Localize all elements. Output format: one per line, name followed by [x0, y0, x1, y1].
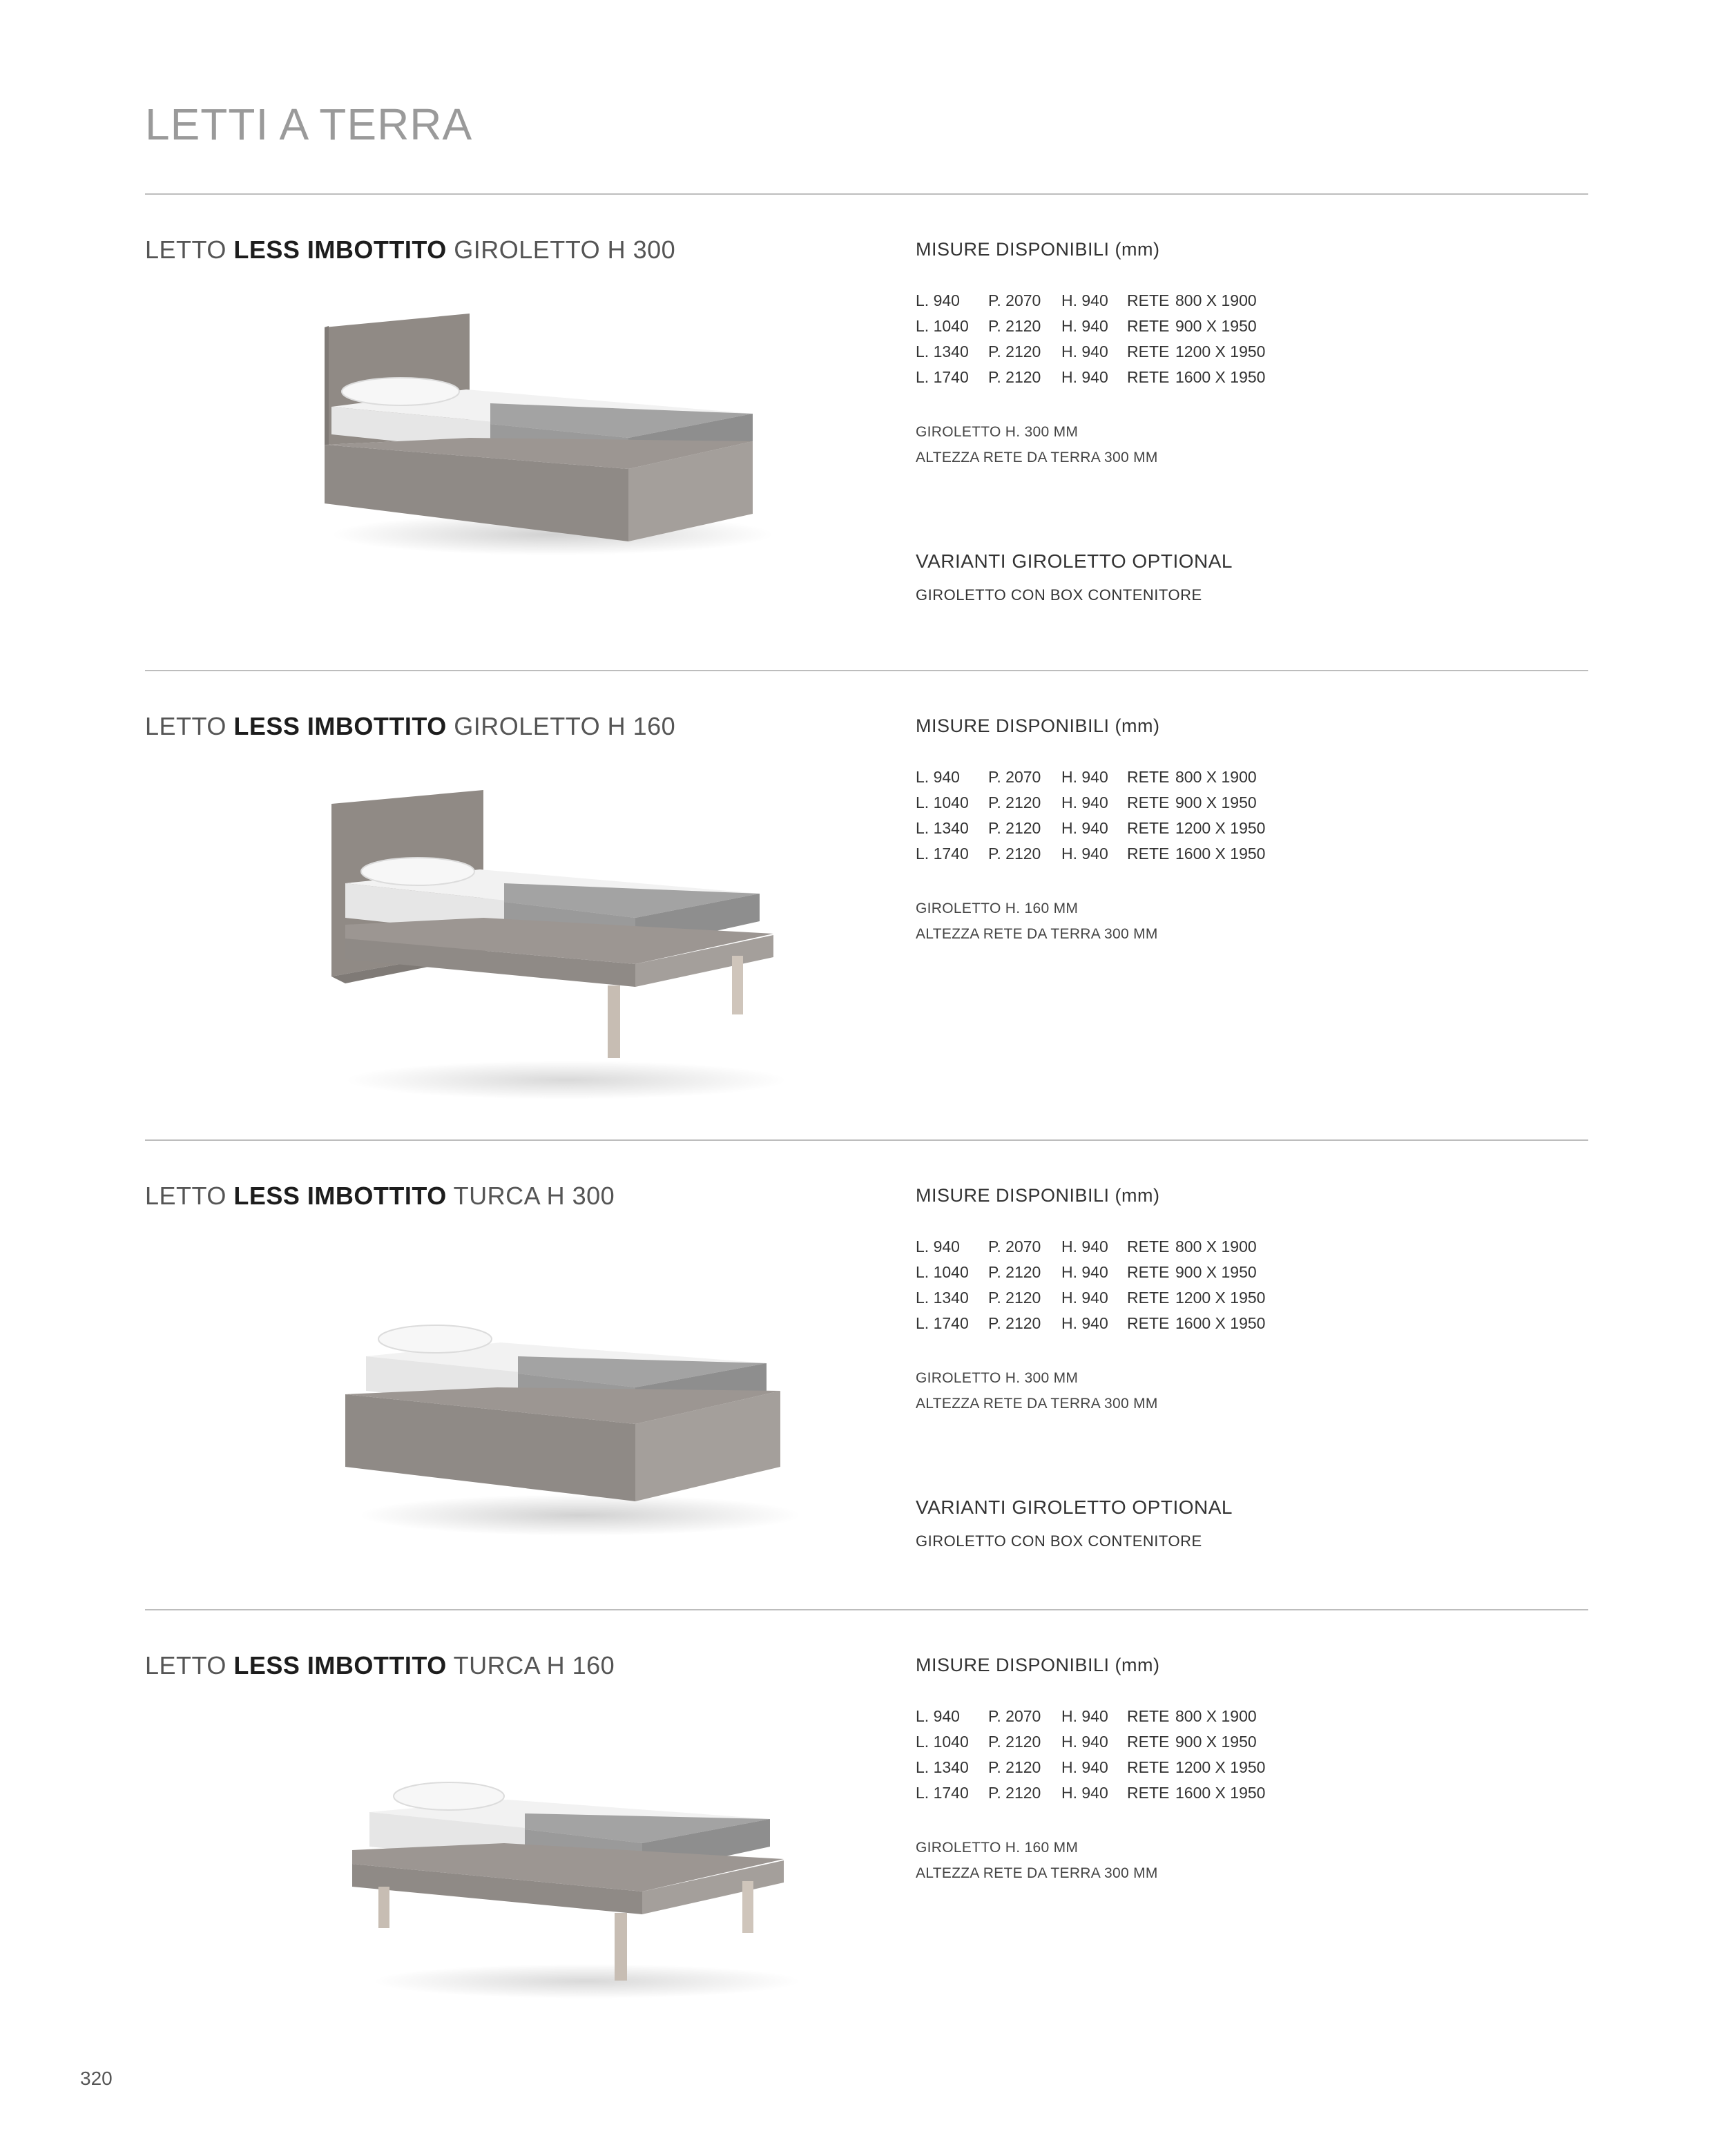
rete-size-cell: 1200 X 1950: [1175, 1289, 1266, 1307]
base-height-note: ALTEZZA RETE DA TERRA 300 MM: [916, 1865, 1158, 1881]
height-cell: H. 940: [1061, 1314, 1108, 1332]
rete-size-cell: 800 X 1900: [1175, 1238, 1257, 1255]
page-number: 320: [80, 2068, 113, 2089]
height-cell: H. 940: [1061, 793, 1108, 811]
measures-heading: MISURE DISPONIBILI (mm): [916, 239, 1160, 260]
rete-size-cell: 1600 X 1950: [1175, 1314, 1266, 1332]
variants-heading: VARIANTI GIROLETTO OPTIONAL: [916, 1496, 1233, 1518]
height-cell: H. 940: [1061, 1707, 1108, 1725]
height-cell: H. 940: [1061, 819, 1108, 837]
rete-label-cell: RETE: [1127, 368, 1170, 386]
variants-heading: VARIANTI GIROLETTO OPTIONAL: [916, 550, 1233, 572]
divider: [145, 670, 1588, 671]
notes: [916, 896, 1537, 947]
height-cell: H. 940: [1061, 845, 1108, 863]
variants-item: GIROLETTO CON BOX CONTENITORE: [916, 586, 1202, 604]
rete-label-cell: RETE: [1127, 1263, 1170, 1281]
width-cell: L. 940: [916, 291, 960, 309]
divider: [145, 193, 1588, 195]
bed-image-box: [331, 1294, 801, 1550]
depth-cell: P. 2070: [988, 291, 1041, 309]
measures-row: [916, 1729, 1265, 1755]
rete-size-cell: 900 X 1950: [1175, 793, 1257, 811]
product-title: [145, 235, 676, 264]
specs-panel: [916, 717, 1537, 947]
depth-cell: P. 2120: [988, 819, 1041, 837]
depth-cell: P. 2070: [988, 1707, 1041, 1725]
width-cell: L. 1340: [916, 819, 969, 837]
height-cell: H. 940: [1061, 368, 1108, 386]
frame-height-note: GIROLETTO H. 300 MM: [916, 424, 1079, 440]
measures-table: [916, 764, 1265, 867]
width-cell: L. 1040: [916, 1263, 969, 1281]
depth-cell: P. 2120: [988, 1784, 1041, 1802]
notes: [916, 1365, 1537, 1416]
measures-row: [916, 1755, 1265, 1780]
measures-row: [916, 1780, 1265, 1806]
measures-table: [916, 288, 1265, 390]
title-variant: GIROLETTO H 160: [454, 712, 676, 740]
depth-cell: P. 2120: [988, 317, 1041, 335]
rete-label-cell: RETE: [1127, 793, 1170, 811]
title-prefix: LETTO: [145, 235, 227, 264]
rete-size-cell: 900 X 1950: [1175, 317, 1257, 335]
title-model: LESS IMBOTTITO: [233, 1651, 447, 1679]
height-cell: H. 940: [1061, 1733, 1108, 1751]
title-variant: GIROLETTO H 300: [454, 235, 676, 264]
product-title: [145, 1653, 615, 1678]
title-variant: TURCA H 300: [453, 1182, 615, 1210]
frame-height-note: GIROLETTO H. 300 MM: [916, 1370, 1079, 1386]
width-cell: L. 1740: [916, 845, 969, 863]
measures-table: [916, 1704, 1265, 1806]
rete-size-cell: 1200 X 1950: [1175, 819, 1266, 837]
product-title: [145, 1184, 615, 1209]
width-cell: L. 1340: [916, 1289, 969, 1307]
rete-size-cell: 1600 X 1950: [1175, 368, 1266, 386]
rete-size-cell: 900 X 1950: [1175, 1263, 1257, 1281]
measures-row: [916, 1704, 1265, 1729]
height-cell: H. 940: [1061, 1263, 1108, 1281]
height-cell: H. 940: [1061, 343, 1108, 360]
depth-cell: P. 2120: [988, 368, 1041, 386]
base-height-note: ALTEZZA RETE DA TERRA 300 MM: [916, 450, 1158, 465]
height-cell: H. 940: [1061, 291, 1108, 309]
base-height-note: ALTEZZA RETE DA TERRA 300 MM: [916, 926, 1158, 942]
rete-label-cell: RETE: [1127, 1238, 1170, 1255]
measures-row: [916, 790, 1265, 816]
depth-cell: P. 2120: [988, 1289, 1041, 1307]
rete-size-cell: 800 X 1900: [1175, 768, 1257, 786]
notes: [916, 1835, 1537, 1886]
product-title: [145, 714, 675, 739]
measures-row: [916, 365, 1265, 390]
bed-image-headboard-legs: [318, 783, 787, 1108]
depth-cell: P. 2120: [988, 343, 1041, 360]
title-prefix: LETTO: [145, 1651, 227, 1679]
notes: [916, 419, 1537, 470]
depth-cell: P. 2070: [988, 1238, 1041, 1255]
rete-label-cell: RETE: [1127, 343, 1170, 360]
specs-panel: [916, 1656, 1537, 1886]
depth-cell: P. 2120: [988, 793, 1041, 811]
width-cell: L. 940: [916, 768, 960, 786]
width-cell: L. 940: [916, 1238, 960, 1255]
rete-label-cell: RETE: [1127, 1314, 1170, 1332]
variants-item: GIROLETTO CON BOX CONTENITORE: [916, 1532, 1202, 1550]
rete-label-cell: RETE: [1127, 317, 1170, 335]
width-cell: L. 1040: [916, 793, 969, 811]
rete-label-cell: RETE: [1127, 819, 1170, 837]
depth-cell: P. 2120: [988, 845, 1041, 863]
measures-heading: MISURE DISPONIBILI (mm): [916, 1655, 1160, 1675]
title-prefix: LETTO: [145, 712, 227, 740]
measures-row: [916, 764, 1265, 790]
divider: [145, 1139, 1588, 1141]
width-cell: L. 1040: [916, 317, 969, 335]
height-cell: H. 940: [1061, 768, 1108, 786]
title-model: LESS IMBOTTITO: [233, 1182, 447, 1210]
width-cell: L. 1740: [916, 368, 969, 386]
width-cell: L. 1340: [916, 343, 969, 360]
measures-row: [916, 816, 1265, 841]
page-title: LETTI A TERRA: [145, 99, 473, 149]
measures-heading: MISURE DISPONIBILI (mm): [916, 715, 1160, 736]
measures-row: [916, 1311, 1265, 1336]
measures-heading: MISURE DISPONIBILI (mm): [916, 1185, 1160, 1206]
title-model: LESS IMBOTTITO: [233, 235, 447, 264]
depth-cell: P. 2070: [988, 768, 1041, 786]
rete-size-cell: 1200 X 1950: [1175, 1758, 1266, 1776]
frame-height-note: GIROLETTO H. 160 MM: [916, 901, 1079, 916]
measures-row: [916, 288, 1265, 314]
rete-label-cell: RETE: [1127, 1784, 1170, 1802]
rete-size-cell: 800 X 1900: [1175, 1707, 1257, 1725]
width-cell: L. 1340: [916, 1758, 969, 1776]
height-cell: H. 940: [1061, 317, 1108, 335]
depth-cell: P. 2120: [988, 1733, 1041, 1751]
title-variant: TURCA H 160: [453, 1651, 615, 1679]
measures-row: [916, 339, 1265, 365]
width-cell: L. 1740: [916, 1314, 969, 1332]
width-cell: L. 1740: [916, 1784, 969, 1802]
height-cell: H. 940: [1061, 1289, 1108, 1307]
rete-label-cell: RETE: [1127, 845, 1170, 863]
depth-cell: P. 2120: [988, 1314, 1041, 1332]
measures-row: [916, 1285, 1265, 1311]
depth-cell: P. 2120: [988, 1758, 1041, 1776]
height-cell: H. 940: [1061, 1238, 1108, 1255]
rete-size-cell: 800 X 1900: [1175, 291, 1257, 309]
title-prefix: LETTO: [145, 1182, 227, 1210]
rete-size-cell: 1200 X 1950: [1175, 343, 1266, 360]
measures-row: [916, 1260, 1265, 1285]
rete-label-cell: RETE: [1127, 768, 1170, 786]
width-cell: L. 940: [916, 1707, 960, 1725]
bed-image-legs: [338, 1750, 808, 2005]
width-cell: L. 1040: [916, 1733, 969, 1751]
rete-label-cell: RETE: [1127, 1289, 1170, 1307]
bed-image-headboard-box: [304, 307, 773, 562]
rete-label-cell: RETE: [1127, 1733, 1170, 1751]
title-model: LESS IMBOTTITO: [233, 712, 447, 740]
height-cell: H. 940: [1061, 1784, 1108, 1802]
specs-panel: [916, 240, 1537, 604]
rete-label-cell: RETE: [1127, 291, 1170, 309]
depth-cell: P. 2120: [988, 1263, 1041, 1281]
height-cell: H. 940: [1061, 1758, 1108, 1776]
specs-panel: [916, 1186, 1537, 1550]
base-height-note: ALTEZZA RETE DA TERRA 300 MM: [916, 1396, 1158, 1412]
rete-size-cell: 1600 X 1950: [1175, 845, 1266, 863]
measures-table: [916, 1234, 1265, 1336]
measures-row: [916, 314, 1265, 339]
measures-row: [916, 1234, 1265, 1260]
rete-label-cell: RETE: [1127, 1758, 1170, 1776]
rete-label-cell: RETE: [1127, 1707, 1170, 1725]
rete-size-cell: 1600 X 1950: [1175, 1784, 1266, 1802]
divider: [145, 1609, 1588, 1610]
rete-size-cell: 900 X 1950: [1175, 1733, 1257, 1751]
measures-row: [916, 841, 1265, 867]
frame-height-note: GIROLETTO H. 160 MM: [916, 1840, 1079, 1856]
